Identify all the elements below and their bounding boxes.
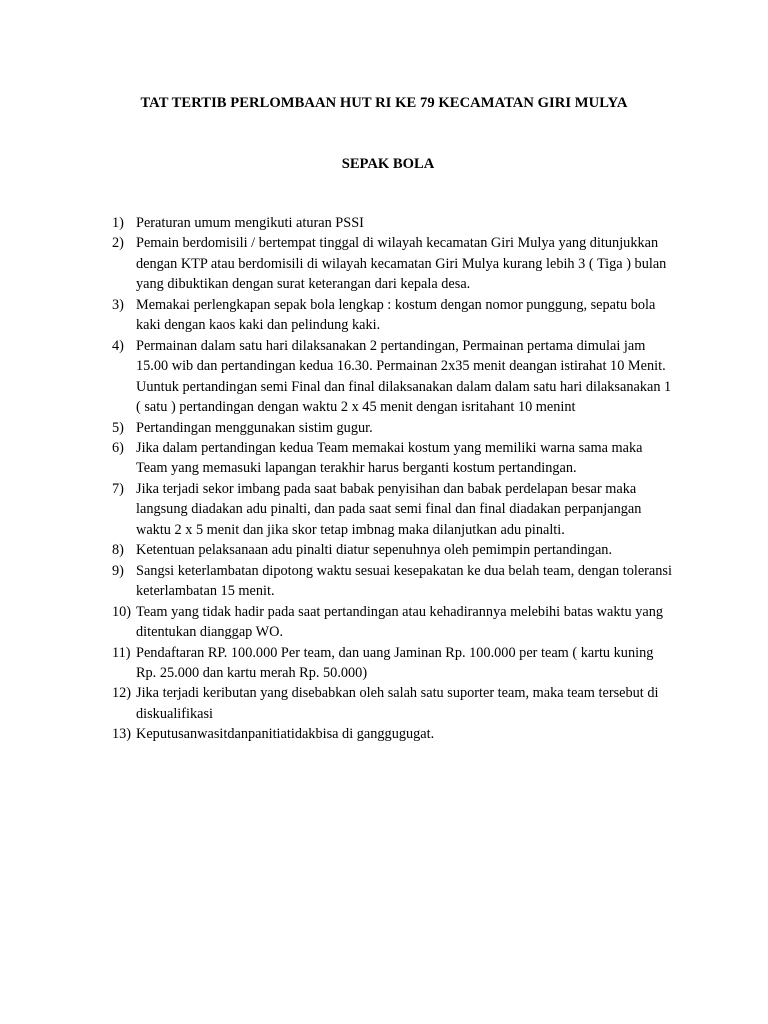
rule-item bbox=[112, 479, 674, 540]
rule-number: 12) bbox=[112, 685, 132, 702]
rule-text: Team yang tidak hadir pada saat pertandingan atau kehadirannya melebihi batas waktu yang ditentukan dianggap WO. bbox=[136, 603, 663, 641]
rule-text: Sangsi keterlambatan dipotong waktu sesuai kesepakatan ke dua belah team, dengan toleransi keterlambatan 15 menit. bbox=[136, 562, 672, 600]
document-subtitle: SEPAK BOLA bbox=[341, 156, 435, 172]
rule-number: 5) bbox=[112, 419, 124, 436]
rule-text: Pemain berdomisili / bertempat tinggal di wilayah kecamatan Giri Mulya yang ditunjukkan dengan KTP atau berdomisili di wilayah kecamatan Giri Mulya kurang lebih 3 ( Tiga ) bulan yang dibuktikan dengan surat keterangan dari kepala desa. bbox=[136, 235, 667, 293]
rule-item bbox=[112, 336, 674, 418]
rule-item bbox=[112, 561, 674, 602]
rule-number: 7) bbox=[112, 480, 124, 497]
rule-number: 13) bbox=[112, 726, 132, 743]
rule-text: Ketentuan pelaksanaan adu pinalti diatur sepenuhnya oleh pemimpin pertandingan. bbox=[136, 542, 613, 559]
rule-number: 4) bbox=[112, 337, 124, 354]
rule-item bbox=[112, 233, 674, 294]
rule-number: 9) bbox=[112, 562, 124, 579]
rule-text: Pertandingan menggunakan sistim gugur. bbox=[136, 419, 373, 436]
rule-number: 8) bbox=[112, 542, 124, 559]
rule-item bbox=[112, 540, 674, 560]
rule-text: Jika dalam pertandingan kedua Team memakai kostum yang memiliki warna sama maka Team yang memasuki lapangan terakhir harus berganti kostum pertandingan. bbox=[136, 439, 643, 477]
rule-text: Peraturan umum mengikuti aturan PSSI bbox=[136, 215, 364, 231]
rule-item bbox=[112, 643, 674, 684]
rule-number: 10) bbox=[112, 603, 132, 620]
rule-number: 2) bbox=[112, 235, 124, 252]
rule-text: Jika terjadi sekor imbang pada saat babak penyisihan dan babak perdelapan besar maka langsung diadakan adu pinalti, dan pada saat semi final dan final diadakan perpanjangan waktu 2 x 5 menit dan jika skor tetap imbnag maka dilanjutkan adu pinalti. bbox=[136, 480, 642, 538]
rule-number: 1) bbox=[112, 215, 124, 231]
rule-item bbox=[112, 295, 674, 336]
rule-item bbox=[112, 602, 674, 643]
rule-number: 3) bbox=[112, 296, 124, 313]
rule-text: Keputusanwasitdanpanitiatidakbisa di ganggugugat. bbox=[136, 726, 435, 743]
rule-text: Permainan dalam satu hari dilaksanakan 2 pertandingan, Permainan pertama dimulai jam 15.00 wib dan pertandingan kedua 16.30. Permainan 2x35 menit deangan istirahat 10 Menit. Uuntuk pertandingan semi Final dan final dilaksanakan dalam dalam satu hari dilaksanakan 1 ( satu ) pertandingan dengan waktu 2 x 45 menit dengan isritahant 10 menint bbox=[136, 337, 672, 416]
rule-number: 6) bbox=[112, 439, 124, 456]
rules-list bbox=[112, 213, 674, 745]
rule-text: Memakai perlengkapan sepak bola lengkap : kostum dengan nomor punggung, sepatu bola kaki dengan kaos kaki dan pelindung kaki. bbox=[136, 296, 656, 334]
rule-item bbox=[112, 724, 674, 744]
rule-item bbox=[112, 683, 674, 724]
rule-item bbox=[112, 213, 674, 233]
rule-text: Pendaftaran RP. 100.000 Per team, dan uang Jaminan Rp. 100.000 per team ( kartu kuning Rp. 25.000 dan kartu merah Rp. 50.000) bbox=[136, 644, 654, 681]
rule-item bbox=[112, 438, 674, 479]
rule-number: 11) bbox=[112, 644, 131, 661]
rule-text: Jika terjadi keributan yang disebabkan oleh salah satu suporter team, maka team tersebut di diskualifikasi bbox=[136, 685, 659, 722]
document-title: TAT TERTIB PERLOMBAAN HUT RI KE 79 KECAMATAN GIRI MULYA bbox=[140, 95, 628, 111]
rule-item bbox=[112, 418, 674, 438]
